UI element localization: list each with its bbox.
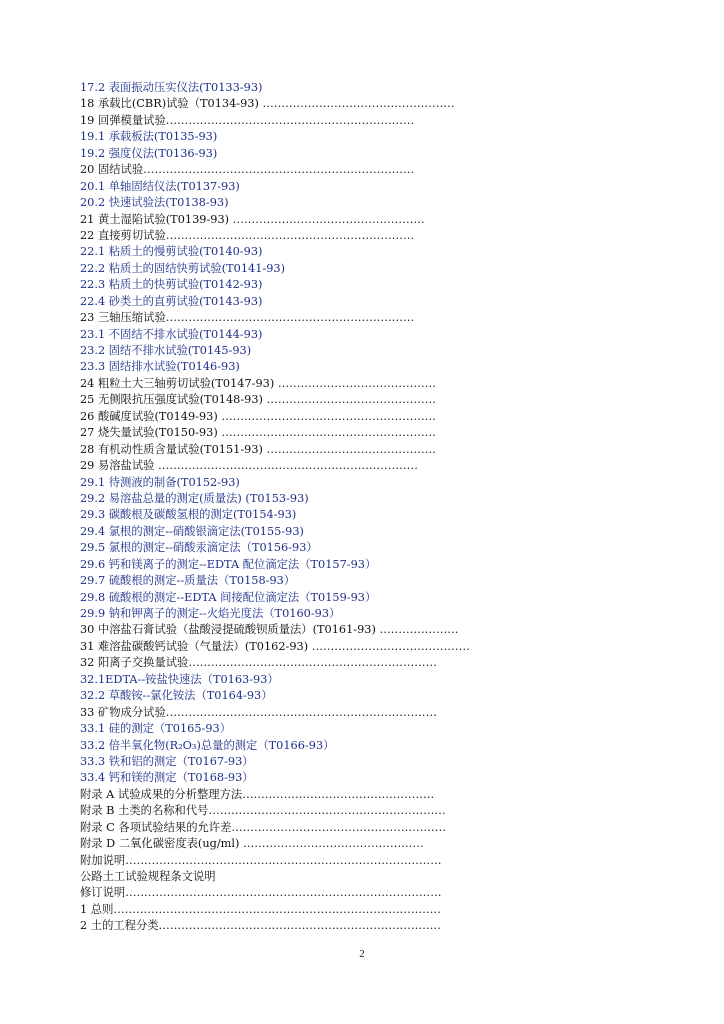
toc-entry: 附加说明…………………………………………………………………………: [80, 853, 442, 867]
toc-entry: 31 难溶盐碳酸钙试验（气量法）(T0162-93) ……………………………………: [80, 639, 470, 653]
toc-entry: 附录 C 各项试验结果的允许差…………………………………………………: [80, 820, 447, 834]
toc-link[interactable]: 33.2 倍半氧化物(R₂O₃)总量的测定（T0166-93）: [80, 738, 335, 752]
table-of-contents: [80, 80, 520, 935]
toc-link[interactable]: 20.2 快速试验法(T0138-93): [80, 196, 229, 210]
toc-link[interactable]: 33.4 钙和镁的测定（T0168-93）: [80, 771, 254, 785]
toc-link[interactable]: 29.8 硫酸根的测定--EDTA 间接配位滴定法（T0159-93）: [80, 590, 377, 604]
toc-link[interactable]: 32.2 草酸铵--氯化铵法（T0164-93）: [80, 689, 273, 703]
toc-entry: 附录 B 土类的名称和代号………………………………………………………: [80, 804, 446, 818]
toc-entry: 26 酸碱度试验(T0149-93) …………………………………………………: [80, 409, 436, 423]
toc-link[interactable]: 33.3 铁和铝的测定（T0167-93）: [80, 754, 254, 768]
toc-link[interactable]: 23.3 固结排水试验(T0146-93): [80, 360, 240, 374]
toc-link[interactable]: 29.5 氯根的测定--硝酸汞滴定法（T0156-93）: [80, 541, 318, 555]
toc-entry: 21 黄土湿陷试验(T0139-93) ……………………………………………: [80, 212, 425, 226]
toc-link[interactable]: 29.4 氯根的测定--硝酸银滴定法(T0155-93): [80, 524, 304, 538]
toc-link[interactable]: 22.4 砂类土的直剪试验(T0143-93): [80, 294, 263, 308]
page-number: 2: [359, 948, 365, 960]
toc-entry: 29 易溶盐试验 ……………………………………………………………: [80, 459, 418, 473]
toc-entry: 公路土工试验规程条文说明: [80, 870, 216, 883]
toc-entry: 附录 D 二氧化碳密度表(ug/ml) …………………………………………: [80, 837, 424, 851]
toc-entry: 18 承载比(CBR)试验（T0134-93) ……………………………………………: [80, 97, 455, 111]
toc-link[interactable]: 23.1 不固结不排水试验(T0144-93): [80, 327, 263, 341]
toc-link[interactable]: 29.9 钠和钾离子的测定--火焰光度法（T0160-93）: [80, 607, 341, 620]
toc-entry: 27 烧失量试验(T0150-93) …………………………………………………: [80, 426, 436, 440]
toc-entry: 修订说明…………………………………………………………………………: [80, 886, 442, 900]
toc-entry: 32 阳离子交换量试验…………………………………………………………: [80, 656, 437, 670]
toc-link[interactable]: 17.2 表面振动压实仪法(T0133-93): [80, 81, 263, 94]
toc-entry: 附录 A 试验成果的分析整理方法……………………………………………: [80, 787, 435, 801]
toc-link[interactable]: 29.6 钙和镁离子的测定--EDTA 配位滴定法（T0157-93）: [80, 557, 377, 571]
toc-link[interactable]: 22.3 粘质土的快剪试验(T0142-93): [80, 278, 263, 292]
toc-entry: 30 中溶盐石膏试验（盐酸浸提硫酸钡质量法）(T0161-93) …………………: [80, 623, 459, 637]
toc-link[interactable]: 29.1 待测液的制备(T0152-93): [80, 475, 240, 489]
toc-link[interactable]: 29.7 硫酸根的测定--质量法（T0158-93）: [80, 574, 296, 588]
toc-link[interactable]: 19.2 强度仪法(T0136-93): [80, 146, 218, 160]
toc-link[interactable]: 33.1 硅的测定（T0165-93）: [80, 722, 232, 736]
toc-entry: 24 粗粒土大三轴剪切试验(T0147-93) ……………………………………: [80, 376, 436, 390]
toc-link[interactable]: 23.2 固结不排水试验(T0145-93): [80, 344, 252, 357]
toc-entry: 28 有机动性质含量试验(T0151-93) ………………………………………: [80, 442, 436, 456]
toc-link[interactable]: 19.1 承载板法(T0135-93): [80, 130, 218, 144]
toc-link[interactable]: 29.3 碳酸根及碳酸氢根的测定(T0154-93): [80, 508, 297, 522]
toc-entry: 23 三轴压缩试验…………………………………………………………: [80, 311, 415, 325]
toc-link[interactable]: 22.1 粘质土的慢剪试验(T0140-93): [80, 245, 263, 259]
toc-entry: 22 直接剪切试验…………………………………………………………: [80, 228, 415, 242]
toc-entry: 20 固结试验………………………………………………………………: [80, 163, 415, 177]
toc-entry: 19 回弹模量试验…………………………………………………………: [80, 113, 415, 127]
toc-link[interactable]: 29.2 易溶盐总量的测定(质量法) (T0153-93): [80, 491, 309, 505]
toc-link[interactable]: 32.1EDTA--铵盐快速法（T0163-93）: [80, 672, 279, 686]
toc-entry: 33 矿物成分试验………………………………………………………………: [80, 705, 437, 719]
toc-entry: 1 总则……………………………………………………………………………: [80, 902, 441, 916]
toc-entry: 25 无侧限抗压强度试验(T0148-93) ………………………………………: [80, 393, 436, 407]
toc-link[interactable]: 22.2 粘质土的固结快剪试验(T0141-93): [80, 261, 286, 275]
toc-entry: 2 土的工程分类…………………………………………………………………: [80, 919, 441, 933]
toc-link[interactable]: 20.1 单轴固结仪法(T0137-93): [80, 179, 240, 193]
